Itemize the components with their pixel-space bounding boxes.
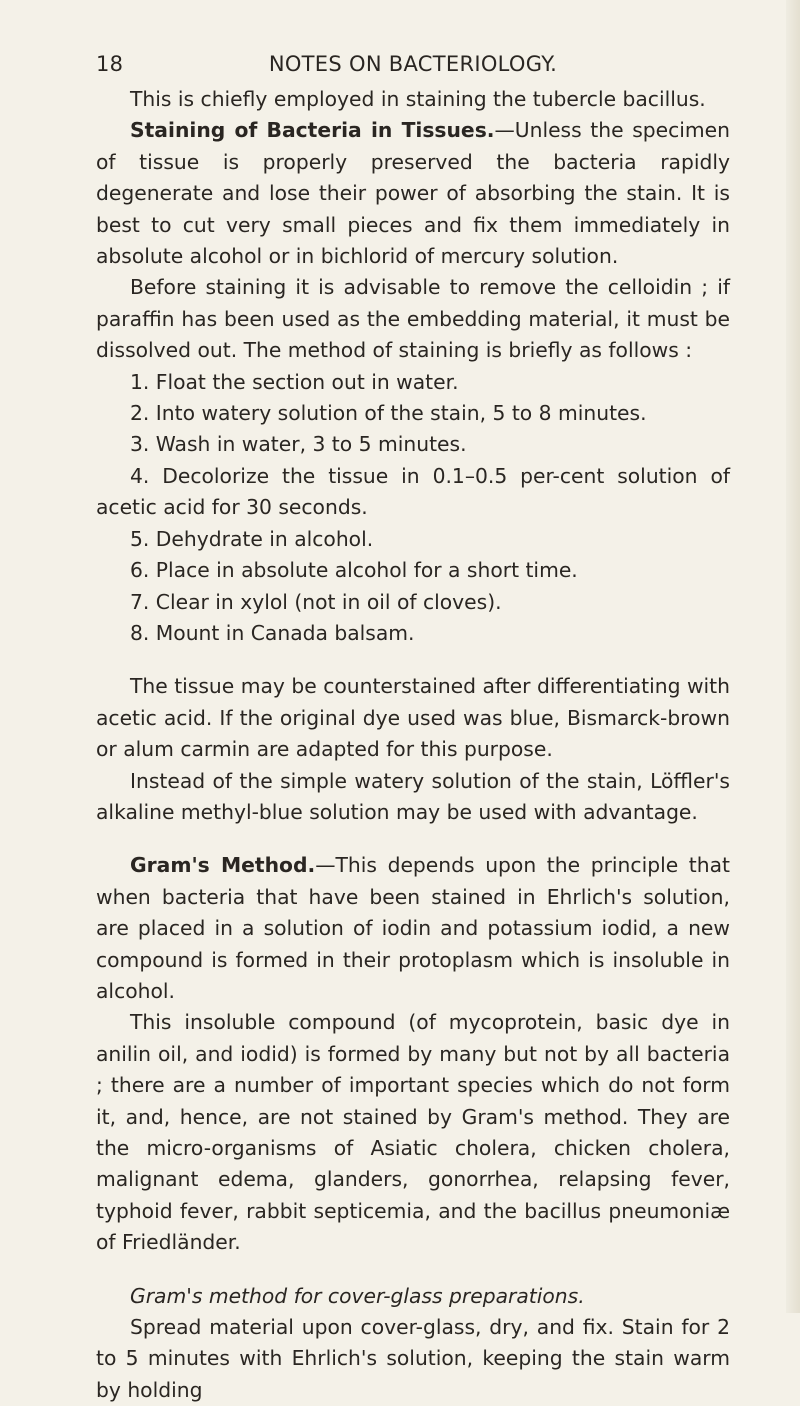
page-edge-shadow	[786, 0, 800, 1313]
section-heading-staining-tissues: Staining of Bacteria in Tissues.	[130, 118, 495, 143]
subheading-cover-glass: Gram's method for cover-glass preparations.	[130, 1283, 585, 1308]
paragraph-before-staining: Before staining it is advisable to remove the celloidin ; if paraffin has been used as the embedding material, it must be dissolved out. The method of staining is briefly as follows :	[96, 275, 730, 363]
paragraph-text: —Unless the specimen of tissue is properly preserved the bacteria rapidly degenerate and lose their power of absorbing the stain. It is best to cut very small pieces and fix them immediately in absolute alcohol or in bichlorid of mercury solution.	[96, 118, 730, 269]
paragraph-spread-material: Spread material upon cover-glass, dry, and fix. Stain for 2 to 5 minutes with Ehrlich's solution, keeping the stain warm by holding	[96, 1315, 730, 1402]
step-item: 1. Float the section out in water.	[130, 369, 459, 394]
step-item: 8. Mount in Canada balsam.	[130, 620, 415, 645]
paragraph-loffler: Instead of the simple watery solution of the stain, Löffler's alkaline methyl-blue solution may be used with advantage.	[96, 768, 730, 824]
paragraph-insoluble-compound: This insoluble compound (of mycoprotein, basic dye in anilin oil, and iodid) is formed by many but not by all bacteria ; there are a number of important species which do not form it, and, hence, are not stained by Gram's method. They are the micro-organisms of Asiatic cholera, chicken cholera, malignant edema, glanders, gonorrhea, relapsing fever, typhoid fever, rabbit septicemia, and the bacillus pneumoniæ of Friedländer.	[96, 1010, 730, 1255]
step-item: 5. Dehydrate in alcohol.	[130, 526, 374, 551]
page-header	[96, 52, 730, 82]
step-item: 4. Decolorize the tissue in 0.1–0.5 per-cent solution of acetic acid for 30 seconds.	[96, 463, 730, 520]
paragraph-staining-tissues	[96, 115, 730, 272]
section-heading-grams-method: Gram's Method.	[130, 853, 316, 878]
paragraph-grams-method	[96, 850, 730, 1007]
page-number: 18	[96, 52, 124, 76]
paragraph-text: —This depends upon the principle that when bacteria that have been stained in Ehrlich's solution, are placed in a solution of iodin and potassium iodid, a new compound is formed in their protoplasm which is insoluble in alcohol.	[96, 853, 730, 1003]
running-title: NOTES ON BACTERIOLOGY.	[268, 52, 558, 76]
page-body	[96, 84, 730, 1406]
paragraph-tubercle: This is chiefly employed in staining the tubercle bacillus.	[130, 87, 706, 111]
step-item: 7. Clear in xylol (not in oil of cloves).	[130, 589, 502, 614]
step-item: 2. Into watery solution of the stain, 5 to 8 minutes.	[130, 401, 647, 426]
step-item: 3. Wash in water, 3 to 5 minutes.	[130, 432, 467, 457]
paragraph-counterstain: The tissue may be counterstained after differentiating with acetic acid. If the original dye used was blue, Bismarck-brown or alum carmin are adapted for this purpose.	[96, 674, 730, 762]
step-item: 6. Place in absolute alcohol for a short time.	[130, 558, 578, 583]
